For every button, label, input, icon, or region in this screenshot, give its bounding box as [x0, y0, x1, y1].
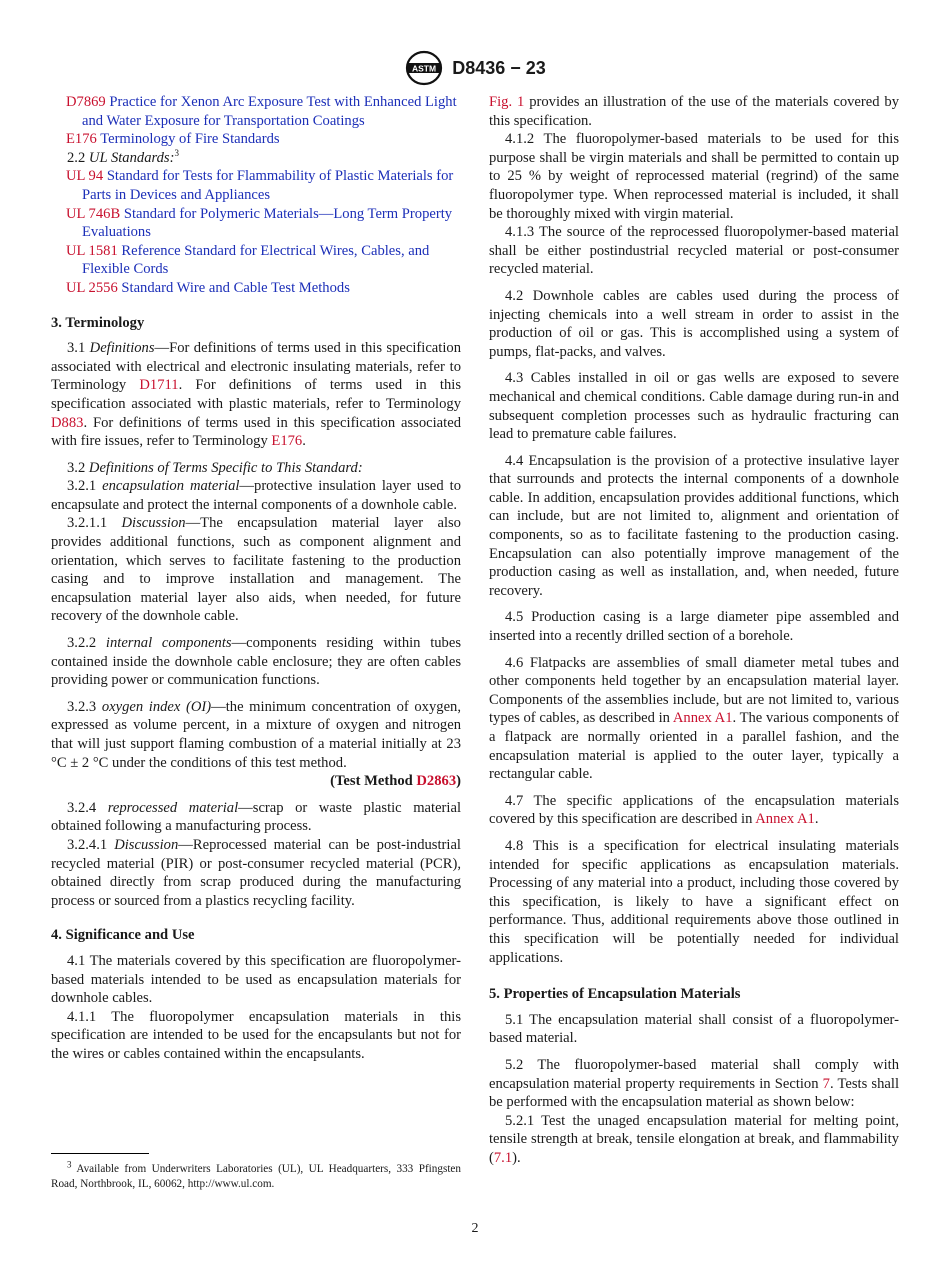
reference-code-link[interactable]: D7869 — [66, 94, 106, 110]
section-link[interactable]: 7 — [822, 1075, 830, 1092]
footnote-marker: 3 — [67, 1159, 72, 1170]
document-id: D8436 − 23 — [452, 57, 546, 78]
astm-logo-text: ASTM — [412, 63, 437, 74]
annex-link[interactable]: Annex A1 — [672, 710, 733, 727]
reference-item — [51, 242, 461, 279]
paragraph-3-2-2: 3.2.2 internal components—components residing within tubes contained inside the downhole cable enclosure; they are often cables providing power or communication functions. — [51, 635, 461, 689]
section-heading: 4. Significance and Use — [51, 927, 195, 944]
reference-code-link[interactable]: E176 — [66, 131, 97, 148]
paragraph-4-1-1: 4.1.1 The fluoropolymer encapsulation materials in this specification are intended to be used for the encapsulants but not for the wires or cables contained within the encapsulants. — [51, 1008, 461, 1062]
paragraph-3-2-3: 3.2.3 oxygen index (OI)—the minimum concentration of oxygen, expressed as volume percent, in a mixture of oxygen and nitrogen that will just support flaming combustion of a material initially at 23 °C ± 2 °C under the conditions of this test method. (Test Method D2863) — [51, 698, 461, 790]
reference-link[interactable]: D1711 — [139, 377, 179, 394]
paragraph-5-2-1: 5.2.1 Test the unaged encapsulation material for melting point, tensile strength at break, tensile elongation at break, and flammability (7.1). — [489, 1112, 899, 1166]
paragraph-4-1: 4.1 The materials covered by this specification are fluoropolymer-based materials intended to be used as encapsulation materials for downhole cables. — [51, 952, 461, 1007]
reference-code-link[interactable]: UL 94 — [66, 168, 104, 185]
paragraph-4-1-2: 4.1.2 The fluoropolymer-based materials to be used for this purpose shall be virgin materials and shall be permitted to contain up to 25 % by weight of reprocessed material (regrind) of the same fluoropolymer type. When reprocessed material is included, it shall be thoroughly mixed with virgin material. — [489, 131, 899, 222]
paragraph-4-7: 4.7 The specific applications of the encapsulation materials covered by this specification are described in Annex A1. — [489, 792, 899, 828]
paragraph-3-2-4-1: 3.2.4.1 Discussion—Reprocessed material can be post-industrial recycled material (PIR) or post-consumer recycled material (PCR), obtained directly from scrap produced during the manufacturing process or sourced from a plastics recycling facility. — [51, 836, 461, 909]
section-heading: 3. Terminology — [51, 314, 145, 331]
paragraph-4-2: 4.2 Downhole cables are cables used during the process of injecting chemicals into a well stream in order to assist in the production of oil or gas. This is accomplished using a system of pumps, flat-packs, and valves. — [489, 287, 899, 360]
section-number: 2.2 — [67, 149, 86, 166]
ul-standards-heading — [51, 149, 461, 168]
reference-link[interactable]: D883 — [51, 414, 84, 431]
right-column — [489, 93, 899, 1167]
reference-title[interactable]: Practice for Xenon Arc Exposure Test with Enhanced Light and Water Exposure for Transportation Coatings — [82, 94, 457, 129]
annex-link[interactable]: Annex A1 — [755, 811, 815, 828]
paragraph-4-3: 4.3 Cables installed in oil or gas wells are exposed to severe mechanical and chemical conditions. Cable damage during run-in and subsequent completion processes such as hydraulic fracturing can lead to premature cable failures. — [489, 370, 899, 443]
paragraph-4-6: 4.6 Flatpacks are assemblies of small diameter metal tubes and other components held together by an encapsulation material layer. Components of the assemblies include, but are not limited to, various types of cables, as described in Annex A1. The various components of a flatpack are normally oriented in a parallel fashion, and the encapsulation material is applied to the outer layer, typically a rectangular cable. — [489, 654, 899, 783]
reference-title[interactable]: Reference Standard for Electrical Wires, Cables, and Flexible Cords — [82, 242, 430, 278]
paragraph-3-2-1-1: 3.2.1.1 Discussion—The encapsulation material layer also provides additional functions, such as component alignment and orientation, which serves to facilitate fastening to the production casing and to improve installation and management. The encapsulation material layer also aids, when needed, for future recovery of the downhole cable. — [51, 515, 461, 625]
section-title: UL Standards: — [88, 149, 175, 166]
paragraph-3-1: 3.1 Definitions—For definitions of terms used in this specification associated with electrical and electronic insulating materials, refer to Terminology D1711. For definitions of terms used in this specification associated with plastic materials, refer to Terminology D883. For definitions of terms used in this specification associated with fire issues, refer to Terminology E176. — [51, 340, 461, 450]
paragraph-3-2: 3.2 Definitions of Terms Specific to This Standard: — [67, 459, 363, 476]
paragraph-4-1-1-continued: Fig. 1 provides an illustration of the use of the materials covered by this specification. — [489, 94, 900, 129]
section-link[interactable]: 7.1 — [493, 1149, 513, 1166]
paragraph-4-4: 4.4 Encapsulation is the provision of a protective insulative layer that surrounds and protects the internal components of a downhole cable. In addition, encapsulation provides additional functions, which can include, but are not limited to, alignment and orientation of components, so as to facilitate fastening to the production casing. Encapsulation can also potentially improve management of the production casing as well as installation, and, when needed, future recovery. — [489, 452, 899, 599]
reference-title[interactable]: Standard Wire and Cable Test Methods — [121, 279, 350, 296]
footnote-marker[interactable]: 3 — [174, 147, 179, 158]
reference-item — [51, 93, 461, 130]
paragraph-4-1-3: 4.1.3 The source of the reprocessed fluoropolymer-based material shall be either postindustrial recycled material or post-consumer recycled material. — [489, 224, 899, 278]
paragraph-3-2-1: 3.2.1 encapsulation material—protective insulation layer used to encapsulate and protect the internal components of a downhole cable. — [51, 478, 461, 513]
test-method-reference: (Test Method D2863) — [330, 773, 461, 790]
reference-item — [51, 205, 461, 242]
reference-title[interactable]: Standard for Polymeric Materials—Long Term Property Evaluations — [82, 205, 453, 241]
paragraph-5-2: 5.2 The fluoropolymer-based material shall comply with encapsulation material property requirements in Section 7. Tests shall be performed with the encapsulation material as shown below: — [489, 1056, 899, 1111]
footnote-divider — [51, 1153, 149, 1154]
reference-title[interactable]: Terminology of Fire Standards — [100, 131, 280, 148]
reference-code-link[interactable]: UL 746B — [66, 205, 121, 222]
paragraph-4-5: 4.5 Production casing is a large diameter pipe assembled and inserted into a recently drilled section of a borehole. — [489, 609, 899, 645]
reference-code-link[interactable]: UL 1581 — [66, 242, 118, 259]
figure-link[interactable]: Fig. 1 — [489, 94, 525, 110]
reference-item — [51, 130, 461, 149]
page-number: 2 — [471, 1221, 479, 1236]
reference-code-link[interactable]: UL 2556 — [66, 279, 118, 296]
page-header — [0, 50, 950, 86]
reference-title[interactable]: Standard for Tests for Flammability of Plastic Materials for Parts in Devices and Appliances — [82, 168, 454, 203]
reference-item — [51, 279, 461, 298]
left-column — [51, 93, 461, 1064]
reference-link[interactable]: E176 — [271, 433, 303, 450]
paragraph-4-8: 4.8 This is a specification for electrical insulating materials intended for specific applications as encapsulation materials. Processing of any material into a product, including those covered by this specification, is likely to have a significant effect on performance. Thus, additional requirements above those outlined in this specification will be potentially needed for individual applications. — [489, 837, 899, 966]
astm-logo-icon — [404, 50, 444, 86]
section-heading: 5. Properties of Encapsulation Materials — [489, 986, 741, 1003]
paragraph-5-1: 5.1 The encapsulation material shall consist of a fluoropolymer-based material. — [489, 1011, 899, 1047]
paragraph-3-2-4: 3.2.4 reprocessed material—scrap or waste plastic material obtained following a manufacturing process. — [51, 799, 461, 835]
reference-item — [51, 167, 461, 204]
reference-link[interactable]: D2863 — [416, 773, 457, 790]
footnote: $^3$ Available from Underwriters Laboratories (UL), UL Headquarters, 333 Pfingsten Road, Northbrook, IL, 60062, http://www.ul.com. — [51, 1159, 461, 1190]
